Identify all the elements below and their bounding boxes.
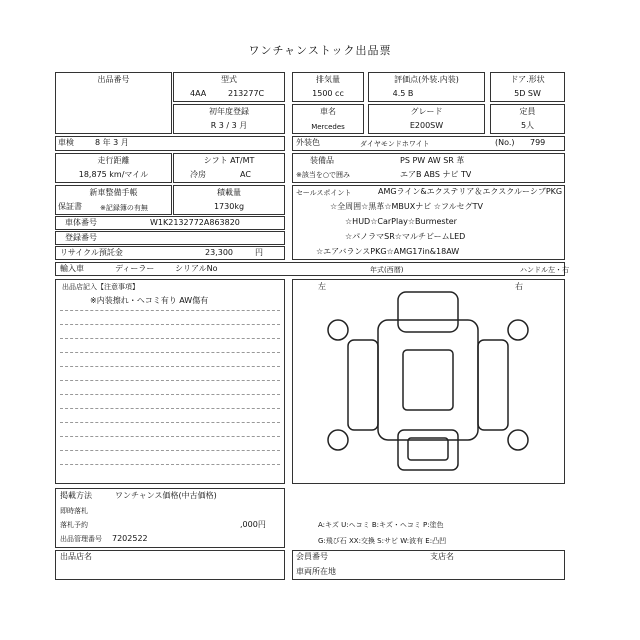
model-value-1: 4AA (190, 89, 207, 98)
legend-row-1: A:キズ U:ヘコミ B:キズ・ヘコミ P:塗色 (318, 521, 444, 529)
inspection-box (55, 136, 285, 151)
color-code-label: (No.) (495, 138, 515, 147)
maker-value: Mercedes (311, 123, 345, 131)
notes-ruled-line (60, 366, 280, 367)
vin-value: W1K2132772A863820 (150, 218, 240, 227)
notes-ruled-line (60, 338, 280, 339)
warranty-cert-note: ※記録簿の有無 (100, 204, 148, 212)
inspection-value: 8 年 3 月 (95, 138, 129, 147)
recycle-value: 23,300 (205, 248, 233, 257)
first-reg-label: 初年度登録 (209, 107, 249, 116)
color-value: ダイヤモンドホワイト (360, 140, 430, 148)
aircon-value: AC (240, 170, 251, 179)
notes-ruled-line (60, 450, 280, 451)
equipment-label: 装備品 (310, 156, 334, 165)
diagram-left-label: 左 (318, 282, 326, 291)
car-damage-diagram (318, 280, 538, 480)
import-dealer: ディーラー (115, 264, 155, 273)
reg-no-label: 登録番号 (65, 233, 97, 242)
mileage-label: 走行距離 (97, 156, 130, 165)
reserve-label: 即時落札 (60, 507, 88, 515)
import-label: 輸入車 (60, 264, 84, 273)
notes-ruled-line (60, 464, 280, 465)
lot-label: 出品番号 (97, 75, 130, 84)
doors-value: 5D SW (514, 89, 541, 98)
inspection-label: 車検 (58, 138, 74, 147)
notes-ruled-line (60, 422, 280, 423)
selling-point-4: ☆パノラマSR☆マルチビームLED (345, 232, 466, 241)
recycle-label: リサイクル預託金 (60, 248, 123, 257)
aircon-label: 冷房 (190, 170, 206, 179)
load-label: 積載量 (217, 188, 241, 197)
vin-label: 車体番号 (65, 218, 97, 227)
sheet-title: ワンチャンストック出品票 (248, 44, 392, 57)
grade-value: E200SW (409, 121, 444, 130)
legend-row-2: G:飛び石 XX:交換 S:サビ W:波有 E:凸凹 (318, 537, 447, 545)
diagram-right-label: 右 (515, 282, 523, 291)
first-reg-value: R 3 / 3 月 (210, 121, 248, 130)
displacement-value: 1500 cc (312, 89, 344, 98)
notes-ruled-line (60, 352, 280, 353)
notes-ruled-line (60, 436, 280, 437)
equipment-row-1: PS PW AW SR 革 (400, 156, 465, 165)
selling-point-5: ☆エアバランスPKG☆AMG17in&18AW (316, 247, 460, 256)
member-label: 会員番号 (296, 552, 328, 561)
owner-label: 車両所在地 (296, 567, 336, 576)
warranty-cert-label: 保証書 (58, 202, 82, 211)
grade-eval-value: 4.5 B (392, 89, 414, 98)
equipment-note: ※該当を○で囲み (296, 171, 350, 179)
notes-header: 出品店記入【注意事項】 (62, 283, 139, 291)
shift-label: シフト AT/MT (203, 156, 255, 165)
maker-label: 車名 (320, 107, 336, 116)
load-value: 1730kg (213, 202, 245, 211)
notes-ruled-line (60, 310, 280, 311)
mileage-value: 18,875 km/マイル (78, 170, 149, 179)
notes-line-1: ※内装擦れ・ヘコミ有り AW傷有 (90, 296, 209, 305)
grade-label: グレード (410, 107, 443, 116)
selling-points-label: セールスポイント (296, 189, 352, 197)
selling-point-3: ☆HUD☆CarPlay☆Burmester (345, 217, 457, 226)
displacement-label: 排気量 (316, 75, 340, 84)
notes-ruled-line (60, 408, 280, 409)
notes-ruled-line (60, 380, 280, 381)
pricing-value: ワンチャンス価格(中古価格) (115, 491, 217, 500)
selling-point-2: ☆全周囲☆黒革☆MBUXナビ ☆フルセグTV (330, 202, 483, 211)
equipment-row-2: エアB ABS ナビ TV (400, 170, 472, 179)
start-label: 落札予約 (60, 521, 88, 529)
model-value-2: 213277C (228, 89, 265, 98)
start-value: ,000円 (240, 520, 266, 529)
recycle-unit: 円 (255, 248, 263, 257)
handle-label: ハンドル左・右 (520, 266, 569, 274)
selling-point-1: AMGライン&エクステリア＆エクスクルーシブPKG (378, 187, 563, 196)
ref-value: 7202522 (112, 534, 148, 543)
doors-label: ドア.形状 (510, 75, 545, 84)
capacity-value: 5人 (520, 121, 535, 130)
shop-label: 出品店名 (60, 552, 92, 561)
color-label: 外装色 (296, 138, 320, 147)
warranty-label: 新車整備手帳 (89, 188, 138, 197)
year-label: 年式(西暦) (370, 266, 404, 274)
import-serial: シリアルNo (175, 264, 218, 273)
branch-label: 支店名 (430, 552, 454, 561)
capacity-label: 定員 (519, 107, 536, 116)
model-label: 型式 (221, 75, 237, 84)
notes-ruled-line (60, 324, 280, 325)
color-code: 799 (530, 138, 546, 147)
notes-ruled-line (60, 394, 280, 395)
grade-eval-label: 評価点(外装.内装) (394, 75, 459, 84)
ref-label: 出品管理番号 (60, 535, 102, 543)
pricing-label: 掲載方法 (60, 491, 92, 500)
